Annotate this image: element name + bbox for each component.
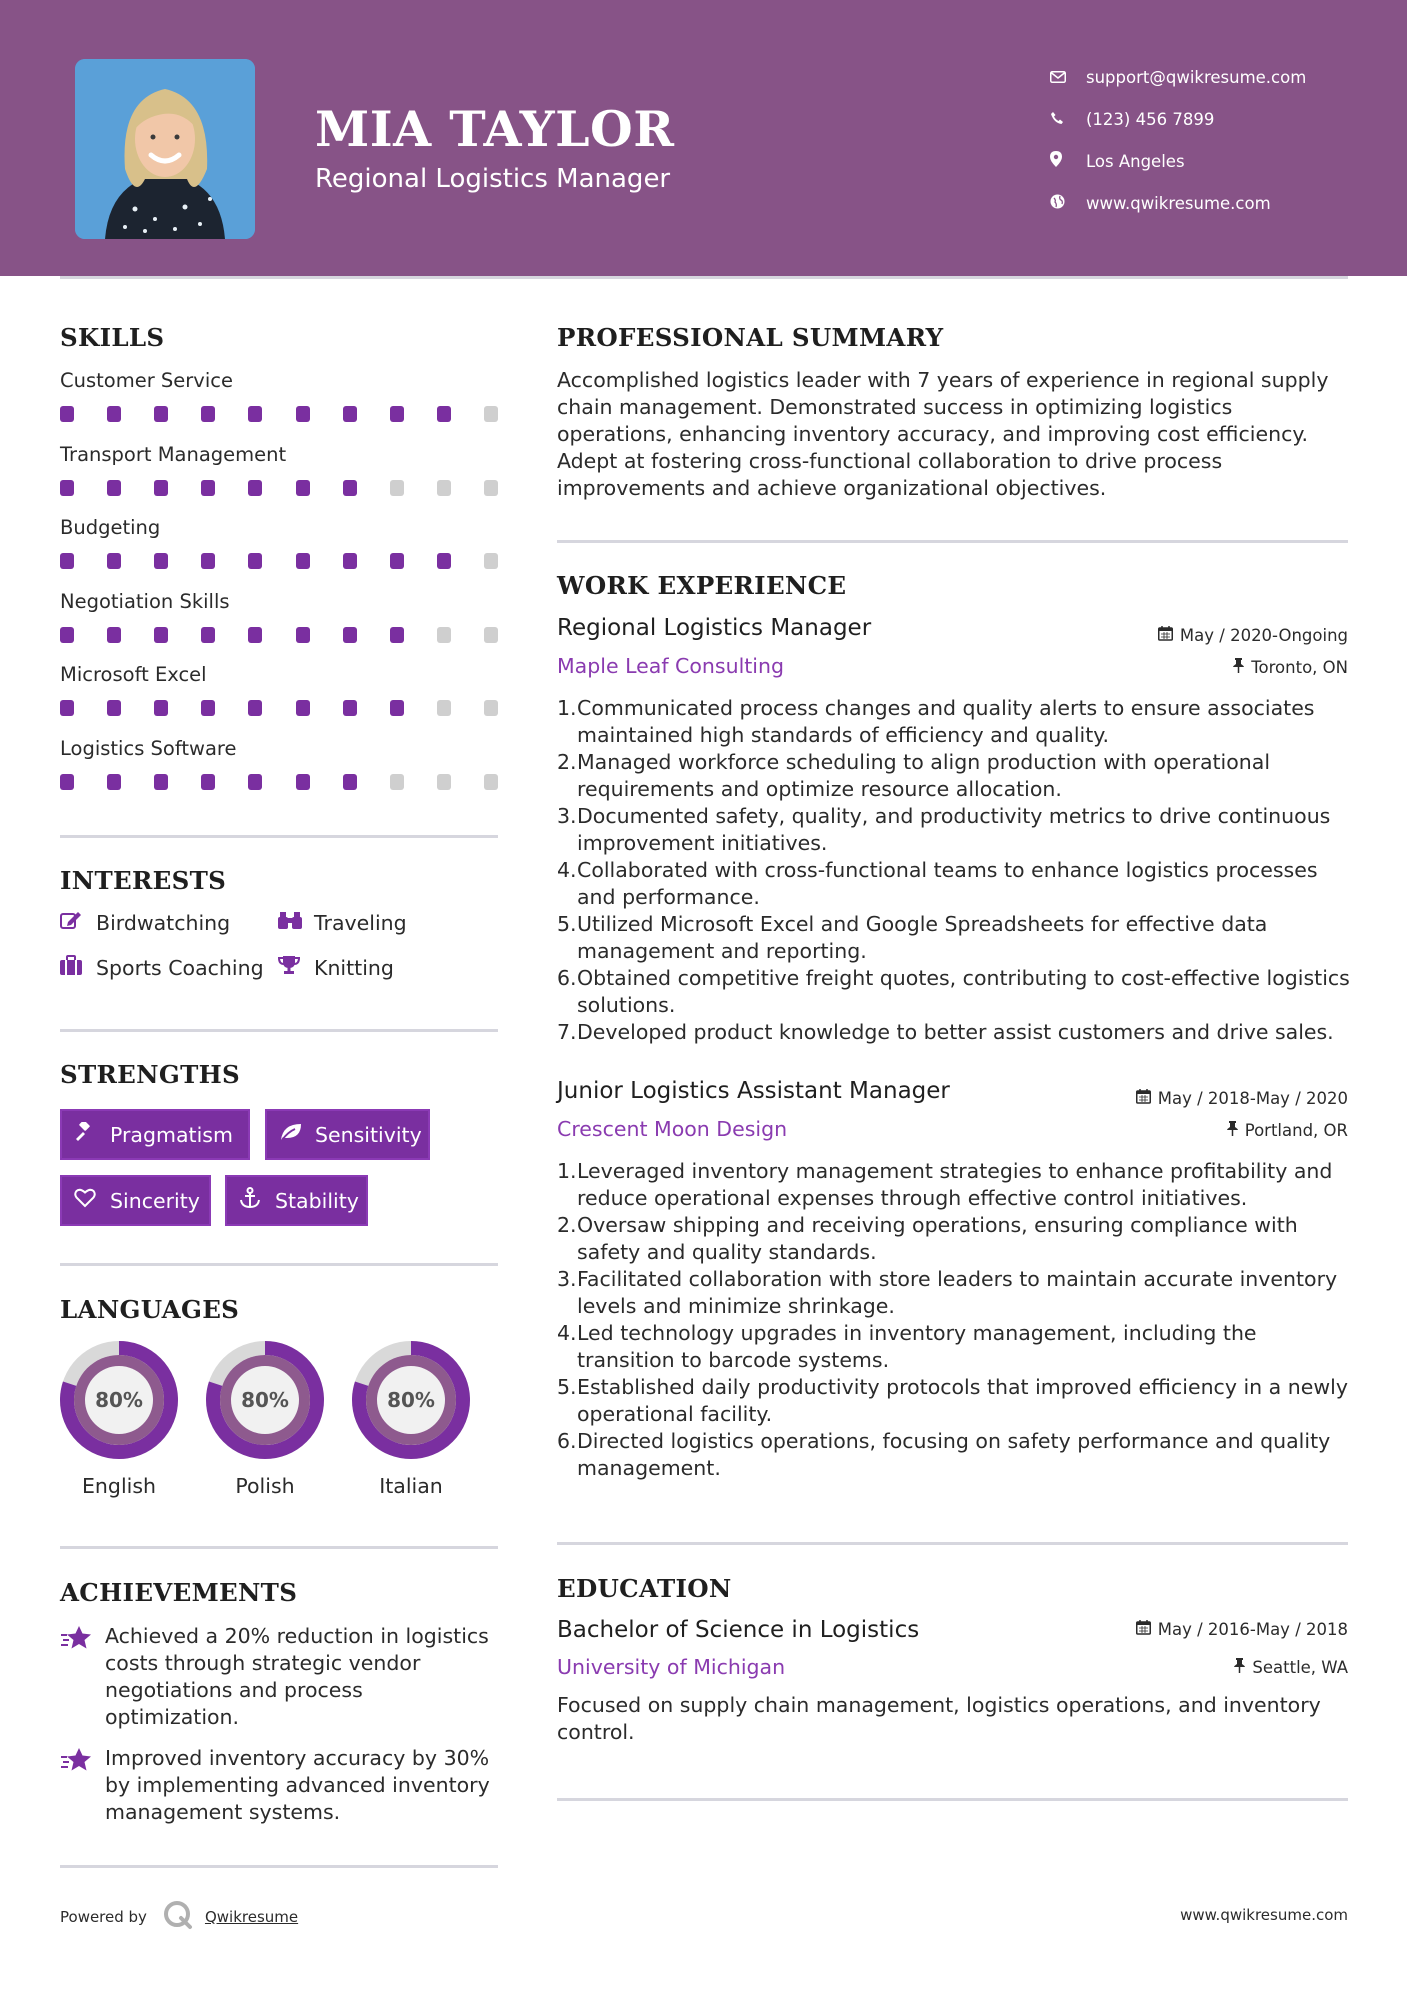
achievement-item bbox=[60, 1745, 500, 1826]
skill-name: Logistics Software bbox=[60, 737, 237, 760]
skill-dot-filled bbox=[154, 700, 168, 716]
interests-heading: INTERESTS bbox=[60, 866, 227, 895]
skill-dot-filled bbox=[154, 774, 168, 790]
education-description: Focused on supply chain management, logistics operations, and inventory control. bbox=[557, 1693, 1321, 1744]
section-divider bbox=[557, 1542, 1348, 1545]
envelope-icon bbox=[1050, 68, 1086, 87]
job-dates bbox=[1136, 1089, 1348, 1108]
powered-by-label: Powered by bbox=[60, 1908, 147, 1926]
contact-website-text: www.qwikresume.com bbox=[1086, 193, 1271, 213]
language-percent: 80% bbox=[95, 1388, 143, 1412]
skill-dot-filled bbox=[343, 553, 357, 569]
skill-name: Transport Management bbox=[60, 443, 287, 466]
skill-rating bbox=[60, 700, 498, 716]
star-icon bbox=[60, 1745, 105, 1826]
skill-dot-filled bbox=[107, 406, 121, 422]
strength-label: Sincerity bbox=[110, 1188, 200, 1213]
skill-dot-filled bbox=[248, 774, 262, 790]
skill-dot-filled bbox=[390, 627, 404, 643]
skill-dot-empty bbox=[484, 627, 498, 643]
list-item: 4. Collaborated with cross-functional teams to enhance logistics processes and performance. bbox=[557, 858, 1318, 909]
summary-text: Accomplished logistics leader with 7 years of experience in regional supply chain management. Demonstrated success in optimizing logistics operations, enhancing inventory accuracy, and improving cost efficiency. Adept at fostering cross-functional collaboration to drive process improvements and achieve organizational objectives. bbox=[557, 368, 1329, 500]
pushpin-icon bbox=[1233, 658, 1244, 677]
skill-rating bbox=[60, 480, 498, 496]
list-item: 7. Developed product knowledge to better assist customers and drive sales. bbox=[557, 1020, 1334, 1044]
list-item: 2. Oversaw shipping and receiving operations, ensuring compliance with safety and quality standards. bbox=[557, 1213, 1298, 1264]
section-divider bbox=[60, 1865, 498, 1868]
interest-label: Birdwatching bbox=[96, 910, 231, 935]
skill-dot-filled bbox=[343, 700, 357, 716]
contact-email-text: support@qwikresume.com bbox=[1086, 67, 1307, 87]
list-item: 3. Documented safety, quality, and productivity metrics to drive continuous improvement initiatives. bbox=[557, 804, 1331, 855]
binoculars-icon bbox=[278, 910, 314, 935]
strengths-heading: STRENGTHS bbox=[60, 1060, 241, 1089]
job-role: Regional Logistics Manager bbox=[557, 615, 872, 641]
skill-dot-empty bbox=[484, 774, 498, 790]
skill-dot-filled bbox=[437, 553, 451, 569]
language-item bbox=[351, 1340, 471, 1498]
skill-dot-empty bbox=[437, 774, 451, 790]
star-icon bbox=[60, 1623, 105, 1731]
language-name: English bbox=[81, 1474, 157, 1498]
interest-item bbox=[60, 955, 264, 980]
language-item bbox=[205, 1340, 325, 1498]
skill-dot-empty bbox=[484, 700, 498, 716]
pushpin-icon bbox=[1227, 1121, 1238, 1140]
resume-header bbox=[0, 0, 1407, 276]
contact-location bbox=[1050, 140, 1306, 182]
job-company: Crescent Moon Design bbox=[557, 1117, 788, 1141]
footer-website[interactable]: www.qwikresume.com bbox=[1180, 1906, 1348, 1924]
list-item: 2. Managed workforce scheduling to align production with operational requirements and optimize resource allocation. bbox=[557, 750, 1271, 801]
education-heading: EDUCATION bbox=[557, 1574, 732, 1603]
summary-heading: PROFESSIONAL SUMMARY bbox=[557, 323, 944, 352]
language-name: Italian bbox=[379, 1474, 443, 1498]
strength-label: Sensitivity bbox=[315, 1122, 422, 1147]
skill-rating bbox=[60, 406, 498, 422]
skill-dot-empty bbox=[437, 627, 451, 643]
skill-dot-filled bbox=[248, 627, 262, 643]
skill-dot-filled bbox=[390, 553, 404, 569]
languages-heading: LANGUAGES bbox=[60, 1295, 240, 1324]
skill-dot-filled bbox=[390, 700, 404, 716]
skills-heading: SKILLS bbox=[60, 323, 165, 352]
candidate-title: Regional Logistics Manager bbox=[315, 164, 671, 194]
language-gauge bbox=[59, 1340, 179, 1460]
job-location-text: Portland, OR bbox=[1244, 1121, 1348, 1140]
list-item: 3. Facilitated collaboration with store leaders to maintain accurate inventory levels and minimize shrinkage. bbox=[557, 1267, 1338, 1318]
language-item bbox=[59, 1340, 179, 1498]
skill-dot-filled bbox=[60, 774, 74, 790]
skill-dot-filled bbox=[296, 700, 310, 716]
skill-name: Negotiation Skills bbox=[60, 590, 230, 613]
interest-item bbox=[278, 955, 394, 980]
contact-list bbox=[1050, 56, 1306, 224]
skill-dot-filled bbox=[296, 480, 310, 496]
skill-dot-filled bbox=[60, 627, 74, 643]
skill-name: Microsoft Excel bbox=[60, 663, 207, 686]
skill-dot-filled bbox=[248, 553, 262, 569]
job-dates bbox=[1158, 626, 1348, 645]
contact-email[interactable] bbox=[1050, 56, 1306, 98]
job-location bbox=[1233, 658, 1348, 677]
skill-dot-empty bbox=[484, 553, 498, 569]
education-location bbox=[1234, 1658, 1348, 1677]
list-item: 5. Utilized Microsoft Excel and Google Spreadsheets for effective data management and reporting. bbox=[557, 912, 1268, 963]
language-gauge bbox=[351, 1340, 471, 1460]
skill-dot-filled bbox=[107, 553, 121, 569]
strength-label: Pragmatism bbox=[110, 1122, 233, 1147]
strength-tag bbox=[60, 1175, 211, 1226]
interest-item bbox=[278, 910, 407, 935]
skill-dot-filled bbox=[296, 627, 310, 643]
skill-dot-filled bbox=[154, 480, 168, 496]
section-divider bbox=[557, 1798, 1348, 1801]
language-gauge bbox=[205, 1340, 325, 1460]
strength-label: Stability bbox=[275, 1188, 359, 1213]
education-degree: Bachelor of Science in Logistics bbox=[557, 1617, 920, 1643]
list-item: 1. Communicated process changes and quality alerts to ensure associates maintained high standards of efficiency and quality. bbox=[557, 696, 1315, 747]
location-pin-icon bbox=[1050, 151, 1086, 171]
skill-dot-filled bbox=[343, 406, 357, 422]
skill-dot-filled bbox=[107, 774, 121, 790]
skill-dot-filled bbox=[296, 553, 310, 569]
job-location bbox=[1227, 1121, 1348, 1140]
list-item: 6. Directed logistics operations, focusing on safety performance and quality management. bbox=[557, 1429, 1331, 1480]
section-divider bbox=[60, 1546, 498, 1549]
skill-dot-filled bbox=[60, 406, 74, 422]
skill-dot-filled bbox=[60, 553, 74, 569]
interest-label: Knitting bbox=[314, 955, 394, 980]
briefcase-icon bbox=[60, 955, 96, 980]
contact-phone-text: (123) 456 7899 bbox=[1086, 109, 1215, 129]
skill-dot-filled bbox=[201, 553, 215, 569]
skill-name: Budgeting bbox=[60, 516, 161, 539]
globe-icon bbox=[1050, 194, 1086, 213]
header-divider bbox=[60, 276, 1348, 279]
job-responsibilities bbox=[557, 1158, 1352, 1482]
skill-dot-filled bbox=[390, 406, 404, 422]
interest-label: Traveling bbox=[314, 910, 407, 935]
language-percent: 80% bbox=[241, 1388, 289, 1412]
section-divider bbox=[557, 540, 1348, 543]
gavel-icon bbox=[74, 1122, 110, 1147]
achievement-text: Improved inventory accuracy by 30% by implementing advanced inventory management systems. bbox=[105, 1746, 490, 1824]
skill-dot-empty bbox=[390, 480, 404, 496]
skill-dot-filled bbox=[201, 480, 215, 496]
candidate-name: MIA TAYLOR bbox=[315, 100, 675, 158]
skill-dot-filled bbox=[201, 774, 215, 790]
job-location-text: Toronto, ON bbox=[1251, 658, 1348, 677]
strength-tag bbox=[225, 1175, 368, 1226]
skill-dot-filled bbox=[107, 627, 121, 643]
section-divider bbox=[60, 1029, 498, 1032]
skill-dot-filled bbox=[296, 774, 310, 790]
skill-dot-filled bbox=[437, 406, 451, 422]
trophy-icon bbox=[278, 955, 314, 980]
skill-dot-filled bbox=[343, 627, 357, 643]
skill-dot-filled bbox=[248, 700, 262, 716]
job-role: Junior Logistics Assistant Manager bbox=[557, 1078, 950, 1104]
pushpin-icon bbox=[1234, 1658, 1245, 1677]
heart-icon bbox=[74, 1188, 110, 1213]
anchor-icon bbox=[239, 1187, 275, 1214]
skill-dot-filled bbox=[154, 627, 168, 643]
skill-dot-filled bbox=[60, 700, 74, 716]
skill-dot-filled bbox=[296, 406, 310, 422]
calendar-icon bbox=[1136, 1089, 1151, 1108]
achievements-heading: ACHIEVEMENTS bbox=[60, 1578, 298, 1607]
skill-rating bbox=[60, 774, 498, 790]
skill-dot-empty bbox=[484, 406, 498, 422]
strength-tag bbox=[60, 1109, 250, 1160]
contact-phone[interactable] bbox=[1050, 98, 1306, 140]
skill-dot-filled bbox=[201, 406, 215, 422]
strength-tag bbox=[265, 1109, 430, 1160]
section-divider bbox=[60, 1263, 498, 1266]
education-dates-text: May / 2016-May / 2018 bbox=[1157, 1620, 1348, 1639]
job-responsibilities bbox=[557, 695, 1352, 1046]
brand-link[interactable]: Qwikresume bbox=[204, 1908, 299, 1926]
calendar-icon bbox=[1158, 626, 1173, 645]
skill-dot-filled bbox=[248, 480, 262, 496]
list-item: 1. Leveraged inventory management strategies to enhance profitability and reduce operational expenses through effective control initiatives. bbox=[557, 1159, 1333, 1210]
skill-dot-empty bbox=[437, 480, 451, 496]
skill-dot-filled bbox=[107, 700, 121, 716]
education-location-text: Seattle, WA bbox=[1252, 1658, 1348, 1677]
skill-dot-filled bbox=[343, 480, 357, 496]
skill-dot-filled bbox=[154, 553, 168, 569]
skill-dot-filled bbox=[201, 700, 215, 716]
language-percent: 80% bbox=[387, 1388, 435, 1412]
skill-dot-empty bbox=[390, 774, 404, 790]
skill-name: Customer Service bbox=[60, 369, 233, 392]
language-name: Polish bbox=[235, 1474, 295, 1498]
job-dates-text: May / 2018-May / 2020 bbox=[1157, 1089, 1348, 1108]
profile-photo bbox=[75, 59, 255, 239]
skill-dot-filled bbox=[201, 627, 215, 643]
pencil-square-icon bbox=[60, 910, 96, 935]
skill-dot-empty bbox=[484, 480, 498, 496]
skill-rating bbox=[60, 553, 498, 569]
education-school: University of Michigan bbox=[557, 1655, 786, 1679]
skill-dot-filled bbox=[343, 774, 357, 790]
contact-website[interactable] bbox=[1050, 182, 1306, 224]
list-item: 5. Established daily productivity protocols that improved efficiency in a newly operational facility. bbox=[557, 1375, 1348, 1426]
skill-dot-filled bbox=[107, 480, 121, 496]
job-company: Maple Leaf Consulting bbox=[557, 654, 785, 678]
interest-item bbox=[60, 910, 230, 935]
calendar-icon bbox=[1136, 1620, 1151, 1639]
section-divider bbox=[60, 835, 498, 838]
qwikresume-logo-icon bbox=[163, 1900, 193, 1934]
list-item: 6. Obtained competitive freight quotes, contributing to cost-effective logistics solutions. bbox=[557, 966, 1350, 1017]
skill-dot-filled bbox=[154, 406, 168, 422]
job-dates-text: May / 2020-Ongoing bbox=[1179, 626, 1348, 645]
interest-label: Sports Coaching bbox=[96, 955, 264, 980]
experience-heading: WORK EXPERIENCE bbox=[557, 571, 847, 600]
skill-dot-filled bbox=[248, 406, 262, 422]
skill-rating bbox=[60, 627, 498, 643]
education-dates bbox=[1136, 1620, 1348, 1639]
skill-dot-empty bbox=[437, 700, 451, 716]
achievement-text: Achieved a 20% reduction in logistics costs through strategic vendor negotiations and process optimization. bbox=[105, 1624, 489, 1729]
footer-powered-by bbox=[60, 1900, 298, 1934]
contact-location-text: Los Angeles bbox=[1086, 151, 1185, 171]
leaf-icon bbox=[279, 1122, 315, 1147]
skill-dot-filled bbox=[60, 480, 74, 496]
achievement-item bbox=[60, 1623, 500, 1731]
phone-icon bbox=[1050, 110, 1086, 129]
list-item: 4. Led technology upgrades in inventory management, including the transition to barcode systems. bbox=[557, 1321, 1257, 1372]
